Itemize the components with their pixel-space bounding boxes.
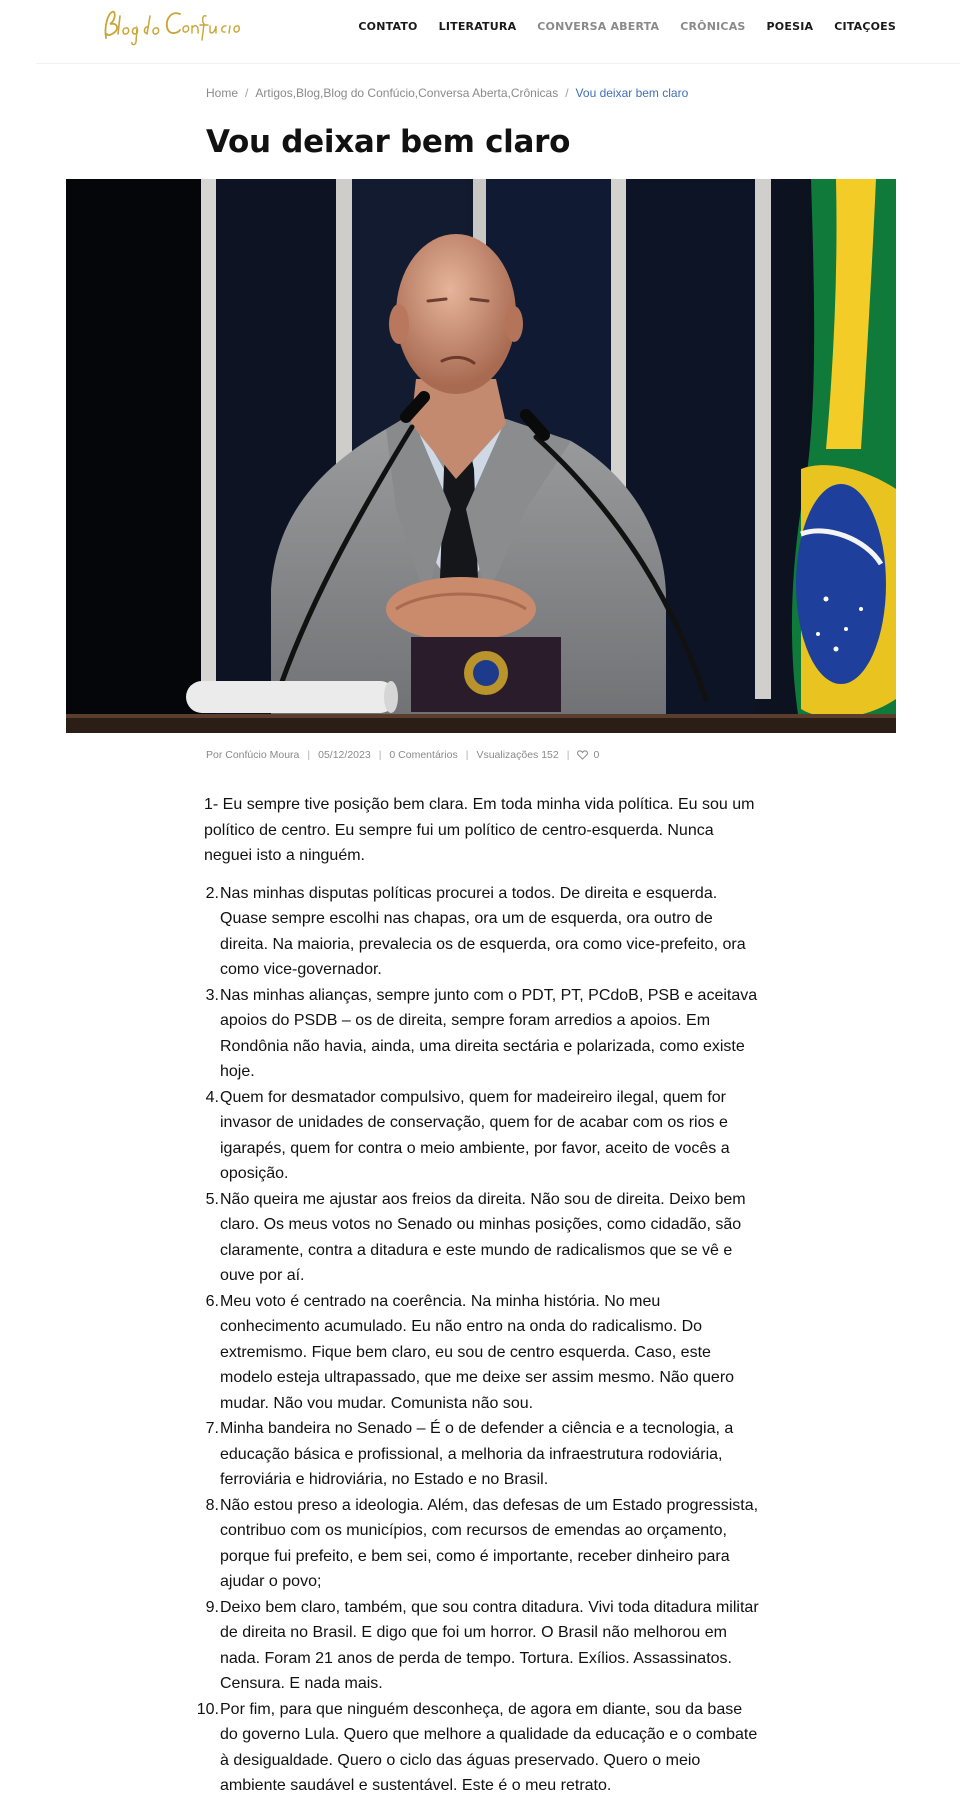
list-item: [196, 1697, 764, 1799]
list-item: [204, 1085, 764, 1187]
list-item-text: Nas minhas disputas políticas procurei a todos. De direita e esquerda. Quase sempre escolhi nas chapas, ora um de esquerda, ora outro de direita. Na maioria, prevalecia os de esquerda, ora como vice-prefeito, ora como vice-governador.: [220, 884, 746, 978]
breadcrumb-categories[interactable]: Artigos,Blog,Blog do Confúcio,Conversa Aberta,Crônicas: [255, 86, 559, 100]
list-item-number: 6.: [205, 1292, 219, 1310]
post-comments[interactable]: 0 Comentários: [389, 749, 458, 761]
nav-item-contato[interactable]: CONTATO: [358, 20, 418, 33]
post-date: 05/12/2023: [318, 749, 371, 761]
list-item-number: 8.: [205, 1496, 219, 1514]
meta-separator: |: [465, 749, 469, 761]
list-item: [204, 881, 764, 983]
main-nav: [337, 20, 896, 33]
list-item: [204, 1187, 764, 1289]
article-body: [196, 792, 764, 1799]
list-item-text: Deixo bem claro, também, que sou contra ditadura. Vivi toda ditadura militar de direita no Brasil. E digo que foi um horror. O Brasil não melhorou em nada. Foram 21 anos de perda de tempo. Tortura. Exílios. Assassinatos. Censura. E nada mais.: [220, 1598, 759, 1692]
header-divider: [36, 63, 960, 64]
meta-separator: |: [378, 749, 382, 761]
list-item-number: 4.: [205, 1088, 219, 1106]
list-item: [204, 983, 764, 1085]
post-meta: [206, 749, 599, 761]
post-views: Vsualizações 152: [476, 749, 559, 761]
list-item-text: Não queira me ajustar aos freios da direita. Não sou de direita. Deixo bem claro. Os meus votos no Senado ou minhas posições, como cidadão, são claramente, contra a ditadura e este mundo de radicalismos que se vê e ouve por aí.: [220, 1190, 746, 1284]
page-title: Vou deixar bem claro: [206, 124, 571, 160]
list-item-text: Não estou preso a ideologia. Além, das defesas de um Estado progressista, contribuo com os municípios, com recursos de emendas ao orçamento, porque fui prefeito, e bem sei, como é importante, receber dinheiro para ajudar o povo;: [220, 1496, 759, 1590]
like-button[interactable]: [577, 749, 599, 761]
logo-script-icon: [100, 4, 240, 54]
list-item-number: 10.: [196, 1700, 219, 1718]
list-item-number: 2.: [205, 884, 219, 902]
breadcrumb-home[interactable]: Home: [206, 86, 239, 100]
article-intro-paragraph: 1- Eu sempre tive posição bem clara. Em toda minha vida política. Eu sou um político de centro. Eu sempre fui um político de centro-esquerda. Nunca neguei isto a ninguém.: [204, 796, 755, 864]
like-count: 0: [593, 749, 600, 761]
post-author[interactable]: Por Confúcio Moura: [206, 749, 300, 761]
nav-item-conversa-aberta[interactable]: CONVERSA ABERTA: [537, 20, 660, 33]
breadcrumb-current: Vou deixar bem claro: [575, 86, 689, 100]
site-logo[interactable]: [100, 4, 240, 54]
breadcrumb-separator: /: [565, 86, 569, 100]
nav-item-literatura[interactable]: LITERATURA: [438, 20, 517, 33]
featured-image: [66, 179, 896, 733]
list-item: [204, 1493, 764, 1595]
senator-speaking-image: [66, 179, 896, 733]
breadcrumb-separator: /: [245, 86, 249, 100]
list-item: [204, 1289, 764, 1417]
list-item: [204, 1416, 764, 1493]
nav-item-cronicas[interactable]: CRÔNICAS: [680, 20, 746, 33]
nav-item-poesia[interactable]: POESIA: [766, 20, 814, 33]
site-header: [0, 0, 960, 64]
meta-separator: |: [566, 749, 570, 761]
breadcrumb: [206, 86, 688, 100]
nav-item-citacoes[interactable]: CITAÇOES: [834, 20, 896, 33]
list-item-number: 3.: [205, 986, 219, 1004]
list-item-text: Minha bandeira no Senado – É o de defender a ciência e a tecnologia, a educação básica e profissional, a melhoria da infraestrutura rodoviária, ferroviária e hidroviária, no Estado e no Brasil.: [220, 1420, 734, 1488]
list-item-text: Nas minhas alianças, sempre junto com o PDT, PT, PCdoB, PSB e aceitava apoios do PSDB – os de direita, sempre foram arredios a apoios. Em Rondônia não havia, ainda, uma direita sectária e polarizada, como existe hoje.: [220, 986, 758, 1080]
list-item-number: 5.: [205, 1190, 219, 1208]
list-item-text: Por fim, para que ninguém desconheça, de agora em diante, sou da base do governo Lula. Quero que melhore a qualidade da educação e o combate à desigualdade. Quero o ciclo das águas preservado. Quero o meio ambiente saudável e sustentável. Este é o meu retrato.: [220, 1700, 758, 1794]
list-item-text: Quem for desmatador compulsivo, quem for madeireiro ilegal, quem for invasor de unidades de conservação, quem for de acabar com os rios e igarapés, quem for contra o meio ambiente, por favor, aceito de vocês a oposição.: [220, 1088, 730, 1182]
list-item: [204, 1595, 764, 1697]
list-item-text: Meu voto é centrado na coerência. Na minha história. No meu conhecimento acumulado. Eu não entro na onda do radicalismo. Do extremismo. Fique bem claro, eu sou de centro esquerda. Caso, este modelo esteja ultrapassado, que me deixe ser assim mesmo. Não quero mudar. Não vou mudar. Comunista não sou.: [220, 1292, 735, 1412]
meta-separator: |: [307, 749, 311, 761]
list-item-number: 7.: [205, 1420, 219, 1437]
article-numbered-list: [196, 881, 764, 1799]
list-item-number: 9.: [205, 1598, 219, 1616]
heart-icon: [577, 750, 588, 760]
